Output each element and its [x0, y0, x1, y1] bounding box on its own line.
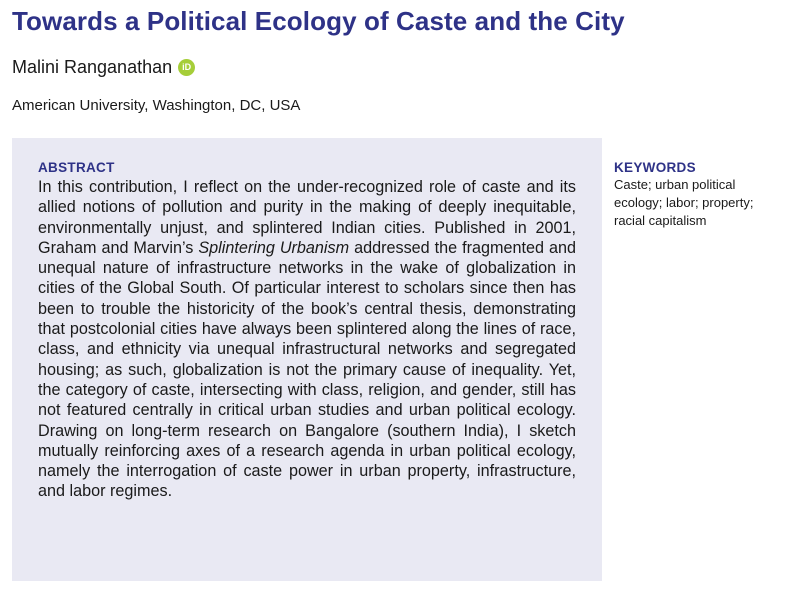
abstract-heading: ABSTRACT: [38, 160, 115, 175]
affiliation: American University, Washington, DC, USA: [12, 97, 301, 114]
author-name: Malini Ranganathan: [12, 57, 173, 77]
paper-title: Towards a Political Ecology of Caste and the City: [12, 6, 625, 36]
keywords-text: Caste; urban political ecology; labor; property; racial capitalism: [614, 177, 754, 228]
abstract-text-part-1: In this contribution, I reflect on the under-recognized role of caste and its allied notions of pollution and purity in the making of deeply inequitable, environmentally unjust, and splintered Indian cities. Published in 2001, Graham and Marvin’s: [38, 178, 576, 257]
orcid-icon[interactable]: iD: [178, 59, 195, 76]
abstract-box: [12, 138, 602, 581]
abstract-text: [38, 177, 576, 502]
abstract-italic-book-title: Splintering Urbanism: [198, 238, 350, 257]
author-line: [12, 57, 195, 78]
keywords-section: [614, 160, 784, 230]
abstract-text-part-2: addressed the fragmented and unequal nature of infrastructure networks in the wake of globalization in cities of the Global South. Of particular interest to scholars since then has been to trouble the historicity of the book’s central thesis, demonstrating that postcolonial cities have always been splintered along the lines of race, class, and ethnicity via unequal infrastructural networks and segregated housing; as such, globalization is not the primary cause of inequality. Yet, the category of caste, intersecting with class, religion, and gender, still has not featured centrally in critical urban studies and urban political ecology. Drawing on long-term research on Bangalore (southern India), I sketch mutually reinforcing axes of a research agenda in urban political ecology, namely the interrogation of caste power in urban property, infrastructure, and labor regimes.: [38, 238, 576, 501]
keywords-heading: KEYWORDS: [614, 160, 696, 175]
